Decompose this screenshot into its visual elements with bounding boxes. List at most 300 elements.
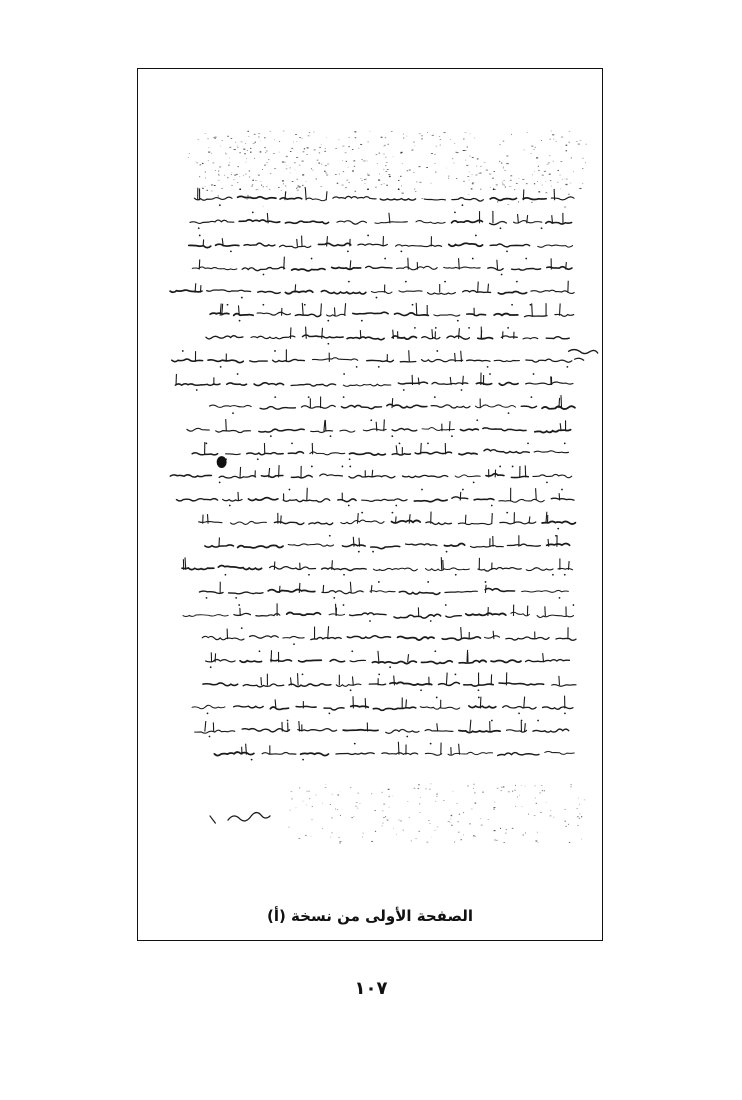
speckle (282, 180, 284, 181)
speckle (539, 793, 541, 794)
speckle (295, 134, 297, 135)
handwritten-word (526, 660, 570, 662)
handwritten-word (270, 707, 288, 709)
speckle (482, 792, 483, 793)
letter-stroke (322, 328, 323, 339)
speckle (568, 194, 570, 195)
speckle (389, 796, 390, 797)
handwritten-word (478, 567, 521, 571)
letter-dot (207, 712, 209, 714)
handwritten-word (189, 245, 211, 247)
letter-dot (531, 396, 533, 398)
handwritten-word (256, 614, 280, 616)
speckle (451, 825, 453, 826)
speckle (306, 154, 308, 155)
speckle (534, 183, 535, 184)
handwritten-word (175, 384, 220, 386)
speckle (311, 836, 312, 837)
letter-stroke (305, 187, 306, 200)
speckle (299, 838, 301, 839)
letter-dot (351, 650, 353, 652)
speckle (549, 155, 550, 156)
speckle (576, 808, 577, 809)
speckle (363, 161, 365, 162)
handwritten-word (399, 591, 440, 594)
speckle (291, 148, 293, 149)
handwritten-word (302, 335, 343, 338)
handwritten-word (199, 522, 222, 523)
handwritten-word (210, 313, 229, 314)
handwritten-word (311, 637, 341, 639)
letter-dot (564, 442, 566, 444)
letter-stroke (566, 262, 567, 269)
handwritten-word (421, 661, 452, 664)
speckle (523, 150, 525, 151)
speckle (527, 132, 528, 133)
letter-dot (349, 466, 351, 468)
handwritten-word (498, 753, 539, 756)
letter-stroke (559, 303, 560, 315)
handwritten-word (260, 407, 295, 410)
speckle (286, 156, 288, 157)
letter-dot (414, 327, 416, 329)
letter-stroke (328, 626, 329, 639)
handwritten-word (526, 359, 572, 362)
speckle (385, 165, 386, 166)
speckle (251, 185, 253, 186)
speckle (290, 167, 291, 168)
letter-dot (225, 574, 227, 576)
speckle (471, 188, 473, 189)
letter-dot (347, 250, 349, 252)
handwritten-word (251, 336, 295, 339)
handwritten-word (545, 752, 574, 755)
speckle (302, 161, 304, 162)
speckle (415, 838, 417, 839)
letter-stroke (437, 723, 438, 731)
handwritten-word (310, 452, 345, 455)
speckle (549, 174, 551, 175)
speckle (506, 155, 508, 156)
letter-dot (219, 204, 221, 206)
letter-dot (473, 481, 475, 483)
speckle (237, 182, 238, 183)
letter-stroke (321, 303, 322, 315)
speckle (387, 169, 389, 170)
speckle (419, 812, 420, 813)
handwritten-word (367, 360, 394, 362)
speckle (534, 815, 536, 816)
handwritten-word (292, 269, 325, 271)
handwritten-word (192, 705, 225, 708)
handwritten-word (291, 475, 312, 478)
closing-signature (210, 813, 271, 824)
handwritten-word (257, 312, 290, 315)
speckle (496, 185, 498, 186)
letter-dot (361, 512, 363, 514)
speckle (205, 177, 206, 178)
handwritten-word (238, 196, 276, 198)
speckle (245, 174, 247, 175)
letter-dot (434, 396, 436, 398)
speckle (435, 172, 436, 173)
handwritten-word (507, 544, 540, 546)
speckle (339, 173, 340, 174)
speckle (263, 206, 264, 207)
letter-dot (235, 597, 237, 599)
manuscript-noise (188, 131, 587, 844)
speckle (354, 166, 355, 167)
speckle (258, 175, 260, 176)
speckle (208, 160, 209, 161)
speckle (507, 163, 508, 164)
speckle (246, 158, 247, 159)
letter-dot (354, 743, 356, 745)
speckle (505, 186, 506, 187)
manuscript-line (194, 187, 574, 206)
letter-dot (462, 489, 464, 491)
letter-dot (400, 250, 402, 252)
speckle (418, 166, 420, 167)
speckle (461, 839, 462, 840)
speckle (555, 141, 557, 142)
handwritten-word (216, 244, 239, 246)
handwritten-word (547, 267, 572, 270)
handwritten-word (425, 753, 441, 755)
letter-dot (561, 489, 563, 491)
handwritten-word (240, 661, 262, 663)
letter-stroke (561, 395, 562, 408)
speckle (566, 826, 567, 827)
speckle (579, 814, 580, 815)
speckle (436, 146, 437, 147)
speckle (345, 187, 346, 188)
handwritten-word (459, 453, 477, 455)
letter-stroke (371, 585, 372, 593)
letter-stroke (299, 583, 300, 593)
letter-dot (555, 535, 557, 537)
letter-dot (219, 481, 221, 483)
speckle (239, 152, 241, 153)
speckle (551, 131, 552, 132)
speckle (274, 139, 275, 140)
speckle (493, 809, 495, 810)
speckle (414, 189, 415, 190)
speckle (202, 163, 204, 164)
letter-stroke (559, 398, 560, 408)
handwritten-word (416, 221, 445, 224)
speckle (535, 147, 536, 148)
handwritten-word (288, 452, 303, 454)
handwritten-word (439, 682, 460, 685)
speckle (503, 167, 504, 168)
speckle (426, 842, 428, 843)
speckle (371, 793, 372, 794)
handwritten-word (555, 314, 574, 316)
speckle (388, 174, 390, 175)
speckle (218, 171, 219, 172)
speckle (319, 152, 320, 153)
speckle (250, 152, 252, 153)
letter-dot (533, 373, 535, 375)
speckle (484, 162, 486, 163)
speckle (383, 154, 385, 155)
speckle (379, 173, 380, 174)
handwritten-word (258, 291, 280, 293)
letter-dot (392, 512, 394, 514)
letter-dot (210, 666, 212, 668)
speckle (284, 162, 285, 163)
handwritten-word (289, 684, 331, 687)
speckle (264, 165, 265, 166)
speckle (565, 184, 567, 185)
manuscript-line (189, 235, 573, 253)
letter-stroke (478, 282, 479, 293)
speckle (256, 189, 257, 190)
speckle (421, 138, 423, 139)
handwritten-word (392, 454, 410, 455)
speckle (337, 809, 338, 810)
speckle (243, 149, 245, 150)
handwritten-word (234, 613, 251, 615)
letter-dot (327, 320, 329, 322)
speckle (504, 185, 505, 186)
speckle (258, 133, 260, 134)
handwritten-word (491, 660, 521, 662)
speckle (437, 827, 438, 828)
letter-dot (206, 442, 208, 444)
letter-dot (564, 712, 566, 714)
speckle (474, 784, 475, 785)
speckle (518, 201, 519, 202)
letter-dot (263, 274, 265, 276)
speckle (546, 192, 548, 193)
letter-stroke (467, 650, 468, 662)
speckle (463, 181, 464, 182)
letter-dot (209, 736, 211, 738)
letter-stroke (524, 697, 525, 709)
speckle (489, 174, 491, 175)
speckle (290, 791, 292, 792)
handwritten-word (285, 221, 328, 224)
speckle (383, 817, 385, 818)
letter-dot (361, 320, 363, 322)
speckle (325, 173, 327, 174)
speckle (503, 141, 504, 142)
speckle (475, 836, 476, 837)
speckle (582, 158, 583, 159)
speckle (426, 167, 428, 168)
handwritten-word (366, 266, 392, 268)
speckle (325, 784, 326, 785)
manuscript-line (203, 672, 576, 691)
handwritten-word (270, 566, 316, 569)
speckle (505, 833, 506, 834)
speckle (332, 817, 333, 818)
handwritten-word (420, 707, 459, 710)
letter-dot (262, 304, 264, 306)
speckle (585, 144, 586, 145)
letter-dot (501, 274, 503, 276)
speckle (481, 166, 482, 167)
letter-dot (508, 412, 510, 414)
handwritten-word (526, 382, 573, 385)
speckle (266, 186, 267, 187)
letter-stroke (396, 445, 397, 454)
letter-dot (239, 320, 241, 322)
letter-dot (420, 689, 422, 691)
speckle (353, 160, 355, 161)
speckle (383, 169, 384, 170)
speckle (448, 821, 450, 822)
letter-dot (491, 720, 493, 722)
speckle (500, 828, 501, 829)
handwritten-word (363, 429, 386, 431)
handwritten-word (458, 523, 491, 524)
speckle (472, 809, 473, 810)
speckle (200, 164, 202, 165)
speckle (338, 837, 340, 838)
speckle (339, 842, 340, 843)
speckle (440, 139, 441, 140)
letter-stroke (416, 303, 417, 316)
speckle (547, 164, 549, 165)
speckle (337, 183, 338, 184)
speckle (400, 152, 401, 153)
handwritten-word (523, 198, 546, 200)
speckle (205, 171, 206, 172)
speckle (386, 185, 387, 186)
speckle (381, 792, 383, 793)
speckle (239, 176, 240, 177)
speckle (457, 152, 459, 153)
speckle (262, 169, 263, 170)
speckle (306, 181, 307, 182)
speckle (342, 160, 343, 161)
speckle (436, 794, 437, 795)
letter-dot (308, 396, 310, 398)
manuscript-text-lines (170, 187, 576, 760)
speckle (288, 827, 289, 828)
letter-dot (291, 442, 293, 444)
handwritten-word (455, 475, 480, 477)
letter-stroke (372, 470, 373, 478)
speckle (407, 170, 408, 171)
handwritten-word (392, 428, 417, 430)
handwritten-word (370, 591, 395, 592)
handwritten-word (336, 684, 361, 686)
handwritten-word (231, 521, 267, 524)
letter-dot (491, 505, 493, 507)
handwritten-word (206, 659, 235, 661)
letter-stroke (409, 350, 410, 362)
speckle (224, 175, 225, 176)
speckle (211, 191, 213, 192)
manuscript-line (183, 603, 574, 622)
letter-dot (478, 689, 480, 691)
speckle (477, 158, 479, 159)
speckle (316, 178, 317, 179)
speckle (324, 151, 326, 152)
handwritten-word (248, 498, 277, 501)
speckle (247, 131, 249, 132)
handwritten-word (449, 243, 483, 246)
handwritten-word (390, 682, 432, 685)
speckle (211, 153, 212, 154)
speckle (418, 788, 419, 789)
handwritten-word (259, 429, 304, 432)
speckle (231, 174, 232, 175)
speckle (463, 138, 464, 139)
letter-dot (487, 366, 489, 368)
letter-stroke (334, 307, 335, 315)
speckle (564, 821, 566, 822)
speckle (443, 132, 445, 133)
speckle (289, 173, 290, 174)
handwritten-word (500, 522, 536, 524)
speckle (571, 784, 572, 785)
letter-stroke (195, 283, 196, 292)
speckle (560, 188, 561, 189)
speckle (531, 146, 533, 147)
speckle (269, 189, 270, 190)
speckle (517, 797, 518, 798)
manuscript-page-frame (137, 68, 603, 941)
letter-dot (343, 574, 345, 576)
speckle (415, 191, 417, 192)
speckle (579, 140, 581, 141)
letter-dot (427, 442, 429, 444)
speckle (289, 810, 290, 811)
handwritten-word (341, 405, 381, 408)
speckle (316, 794, 317, 795)
speckle (283, 183, 284, 184)
speckle (582, 168, 583, 169)
speckle (385, 816, 386, 817)
speckle (382, 810, 383, 811)
letter-dot (293, 643, 295, 645)
speckle (351, 817, 353, 818)
speckle (473, 788, 474, 789)
speckle (536, 157, 538, 158)
speckle (307, 147, 309, 148)
handwritten-word (398, 636, 434, 640)
letter-dot (506, 250, 508, 252)
speckle (481, 189, 482, 190)
handwritten-word (382, 753, 418, 755)
letter-dot (302, 673, 304, 675)
letter-stroke (463, 376, 464, 385)
handwritten-word (226, 454, 241, 455)
speckle (430, 783, 431, 784)
speckle (448, 176, 449, 177)
handwritten-word (444, 267, 480, 268)
speckle (539, 170, 540, 171)
speckle (222, 140, 223, 141)
letter-stroke (536, 488, 537, 500)
letter-dot (395, 505, 397, 507)
letter-dot (370, 419, 372, 421)
handwritten-word (406, 544, 437, 546)
letter-stroke (345, 303, 346, 316)
handwritten-word (227, 383, 247, 385)
handwritten-word (254, 383, 283, 386)
handwritten-word (483, 428, 526, 431)
handwritten-word (347, 636, 390, 639)
speckle (581, 816, 582, 817)
handwritten-word (399, 291, 422, 292)
letter-dot (252, 211, 254, 213)
